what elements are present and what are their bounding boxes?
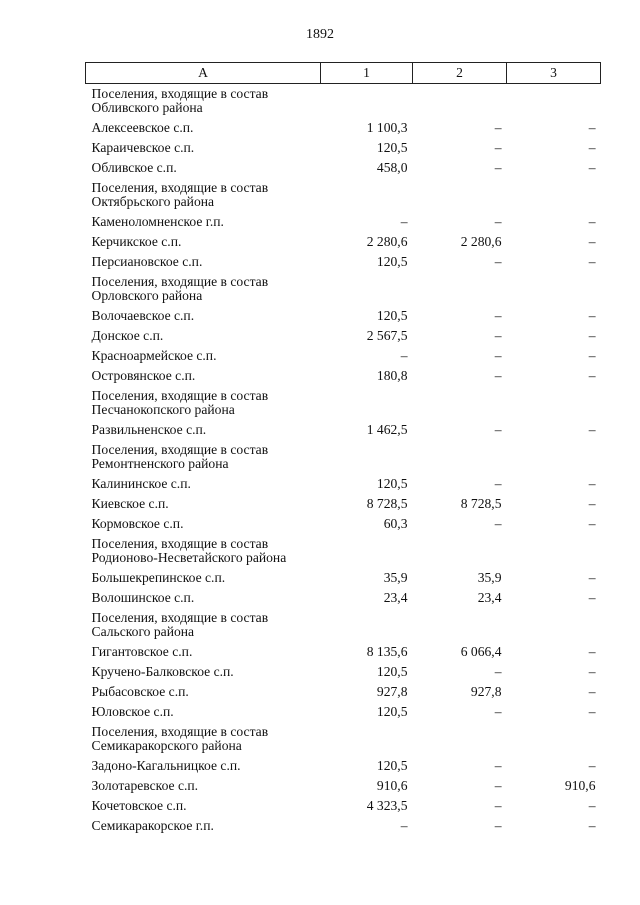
table-row: [86, 212, 601, 232]
value-col-2: –: [494, 253, 502, 269]
table-row: [86, 662, 601, 682]
settlement-name: Развильненское с.п.: [91, 421, 207, 437]
settlement-name: Красноармейское с.п.: [91, 347, 217, 363]
value-col-3: –: [588, 421, 596, 437]
value-col-1: –: [400, 347, 408, 363]
value-col-3: –: [588, 367, 596, 383]
value-col-1: 180,8: [376, 367, 408, 383]
value-col-2: –: [494, 777, 502, 793]
value-col-3: –: [588, 643, 596, 659]
empty-cell: [321, 84, 413, 118]
value-col-2: –: [494, 663, 502, 679]
value-col-2: 35,9: [477, 569, 502, 585]
table-row: [86, 420, 601, 440]
value-col-3: –: [588, 327, 596, 343]
value-col-2: 6 066,4: [460, 643, 502, 659]
empty-cell: [413, 178, 507, 212]
value-col-2: –: [494, 421, 502, 437]
settlement-name: Кормовское с.п.: [91, 515, 184, 531]
value-col-1: 4 323,5: [366, 797, 408, 813]
empty-cell: [321, 386, 413, 420]
group-title: Поселения, входящие в состав Сальского района: [91, 609, 269, 639]
settlement-name: Обливское с.п.: [91, 159, 177, 175]
value-col-1: 120,5: [376, 307, 408, 323]
value-col-3: –: [588, 475, 596, 491]
value-col-3: –: [588, 233, 596, 249]
value-col-1: 120,5: [376, 253, 408, 269]
group-header-row: [86, 84, 601, 118]
value-col-1: 927,8: [376, 683, 408, 699]
value-col-2: –: [494, 213, 502, 229]
value-col-1: 8 135,6: [366, 643, 408, 659]
value-col-2: 927,8: [470, 683, 502, 699]
table-row: [86, 796, 601, 816]
settlement-name: Кочетовское с.п.: [91, 797, 187, 813]
value-col-2: 2 280,6: [460, 233, 502, 249]
settlement-name: Волошинское с.п.: [91, 589, 195, 605]
table-row: [86, 568, 601, 588]
group-title: Поселения, входящие в состав Семикаракорского района: [91, 723, 269, 753]
value-col-2: –: [494, 139, 502, 155]
value-col-3: –: [588, 757, 596, 773]
group-title: Поселения, входящие в состав Родионово-Несветайского района: [91, 535, 287, 565]
value-col-1: 2 567,5: [366, 327, 408, 343]
settlement-name: Алексеевское с.п.: [91, 119, 194, 135]
value-col-2: –: [494, 797, 502, 813]
value-col-3: –: [588, 569, 596, 585]
group-title: Поселения, входящие в состав Орловского района: [91, 273, 269, 303]
value-col-1: 23,4: [383, 589, 408, 605]
value-col-1: 1 100,3: [366, 119, 408, 135]
value-col-1: 2 280,6: [366, 233, 408, 249]
value-col-3: –: [588, 347, 596, 363]
value-col-1: 458,0: [376, 159, 408, 175]
table-row: [86, 514, 601, 534]
table-header: [86, 63, 601, 84]
value-col-2: –: [494, 119, 502, 135]
group-title: Поселения, входящие в состав Ремонтненского района: [91, 441, 269, 471]
value-col-2: –: [494, 347, 502, 363]
table-row: [86, 776, 601, 796]
empty-cell: [413, 722, 507, 756]
value-col-1: 8 728,5: [366, 495, 408, 511]
table-row: [86, 702, 601, 722]
group-title: Поселения, входящие в состав Обливского района: [91, 86, 269, 115]
table-row: [86, 306, 601, 326]
value-col-3: –: [588, 159, 596, 175]
value-col-2: 8 728,5: [460, 495, 502, 511]
settlement-name: Большекрепинское с.п.: [91, 569, 226, 585]
value-col-1: 120,5: [376, 139, 408, 155]
value-col-2: –: [494, 327, 502, 343]
value-col-1: 120,5: [376, 475, 408, 491]
settlement-name: Киевское с.п.: [91, 495, 169, 511]
table-row: [86, 682, 601, 702]
settlement-name: Донское с.п.: [91, 327, 164, 343]
value-col-3: 910,6: [564, 777, 596, 793]
group-header-row: [86, 178, 601, 212]
value-col-3: –: [588, 797, 596, 813]
settlement-name: Задоно-Кагальницкое с.п.: [91, 757, 241, 773]
group-header-row: [86, 272, 601, 306]
table-row: [86, 756, 601, 776]
empty-cell: [321, 608, 413, 642]
group-header-row: [86, 386, 601, 420]
value-col-3: –: [588, 683, 596, 699]
value-col-1: 910,6: [376, 777, 408, 793]
value-col-1: 120,5: [376, 757, 408, 773]
table-row: [86, 118, 601, 138]
value-col-1: 1 462,5: [366, 421, 408, 437]
table-row: [86, 588, 601, 608]
empty-cell: [413, 534, 507, 568]
empty-cell: [507, 534, 601, 568]
settlement-name: Золотаревское с.п.: [91, 777, 199, 793]
value-col-3: –: [588, 495, 596, 511]
settlement-name: Керчикское с.п.: [91, 233, 182, 249]
value-col-2: 23,4: [477, 589, 502, 605]
value-col-1: 35,9: [383, 569, 408, 585]
value-col-3: –: [588, 817, 596, 833]
value-col-2: –: [494, 817, 502, 833]
empty-cell: [507, 386, 601, 420]
empty-cell: [413, 386, 507, 420]
settlement-name: Караичевское с.п.: [91, 139, 195, 155]
empty-cell: [321, 722, 413, 756]
table-body: [86, 84, 601, 836]
settlement-name: Гигантовское с.п.: [91, 643, 193, 659]
table-row: [86, 366, 601, 386]
value-col-1: –: [400, 213, 408, 229]
settlement-name: Каменоломненское г.п.: [91, 213, 224, 229]
settlement-name: Кручено-Балковское с.п.: [91, 663, 234, 679]
table-row: [86, 326, 601, 346]
value-col-1: 60,3: [383, 515, 408, 531]
column-header-2: 2: [413, 63, 507, 84]
group-title: Поселения, входящие в состав Октябрьского района: [91, 179, 269, 209]
group-header-row: [86, 534, 601, 568]
value-col-3: –: [588, 253, 596, 269]
value-col-2: –: [494, 515, 502, 531]
group-header-row: [86, 440, 601, 474]
empty-cell: [413, 84, 507, 118]
group-header-row: [86, 722, 601, 756]
empty-cell: [321, 272, 413, 306]
value-col-3: –: [588, 589, 596, 605]
settlement-name: Калининское с.п.: [91, 475, 191, 491]
table-row: [86, 642, 601, 662]
value-col-3: –: [588, 663, 596, 679]
table-row: [86, 816, 601, 836]
table-row: [86, 158, 601, 178]
value-col-1: 120,5: [376, 703, 408, 719]
value-col-3: –: [588, 119, 596, 135]
settlement-name: Островянское с.п.: [91, 367, 196, 383]
empty-cell: [321, 178, 413, 212]
value-col-2: –: [494, 703, 502, 719]
empty-cell: [507, 608, 601, 642]
settlement-name: Семикаракорское г.п.: [91, 817, 214, 833]
empty-cell: [507, 84, 601, 118]
value-col-3: –: [588, 139, 596, 155]
value-col-2: –: [494, 159, 502, 175]
table-row: [86, 252, 601, 272]
table-row: [86, 474, 601, 494]
settlement-name: Персиановское с.п.: [91, 253, 203, 269]
empty-cell: [413, 608, 507, 642]
value-col-1: –: [400, 817, 408, 833]
page-number: 1892: [306, 27, 334, 42]
value-col-2: –: [494, 367, 502, 383]
empty-cell: [413, 440, 507, 474]
column-header-3: 3: [507, 63, 601, 84]
table-row: [86, 346, 601, 366]
table-row: [86, 232, 601, 252]
value-col-3: –: [588, 515, 596, 531]
group-header-row: [86, 608, 601, 642]
value-col-3: –: [588, 703, 596, 719]
value-col-2: –: [494, 475, 502, 491]
empty-cell: [507, 722, 601, 756]
group-title: Поселения, входящие в состав Песчанокопского района: [91, 387, 269, 417]
table-row: [86, 494, 601, 514]
settlement-name: Волочаевское с.п.: [91, 307, 195, 323]
empty-cell: [507, 440, 601, 474]
value-col-3: –: [588, 307, 596, 323]
empty-cell: [507, 272, 601, 306]
value-col-1: 120,5: [376, 663, 408, 679]
empty-cell: [413, 272, 507, 306]
column-header-a: А: [86, 63, 321, 84]
empty-cell: [507, 178, 601, 212]
value-col-2: –: [494, 757, 502, 773]
settlement-name: Юловское с.п.: [91, 703, 174, 719]
column-header-1: 1: [321, 63, 413, 84]
settlement-name: Рыбасовское с.п.: [91, 683, 189, 699]
table-row: [86, 138, 601, 158]
empty-cell: [321, 534, 413, 568]
value-col-3: –: [588, 213, 596, 229]
settlements-table: [85, 62, 601, 836]
header-row: [86, 63, 601, 84]
empty-cell: [321, 440, 413, 474]
value-col-2: –: [494, 307, 502, 323]
